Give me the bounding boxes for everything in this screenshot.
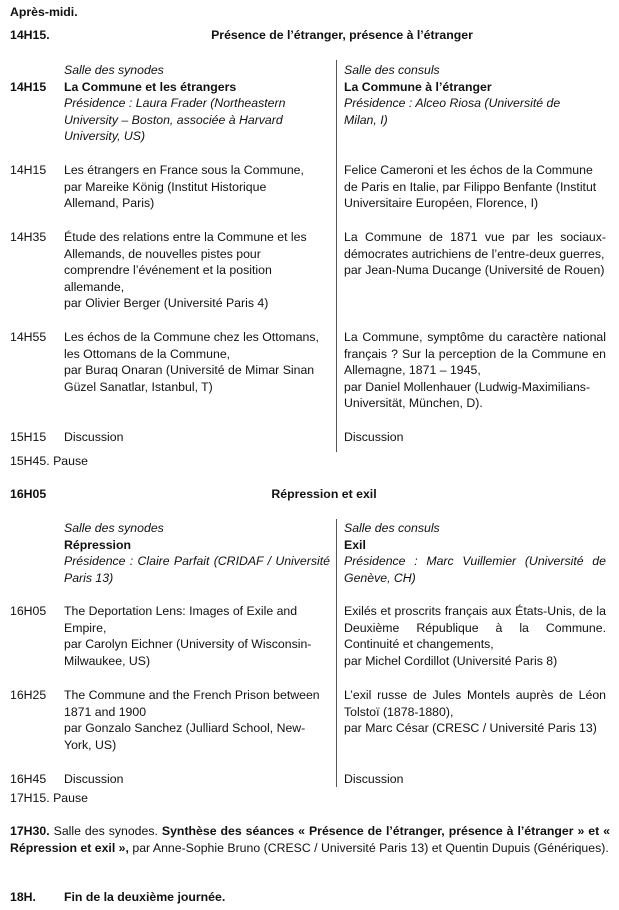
- session2-time: 16H05: [10, 487, 47, 501]
- talk-left-title: Les échos de la Commune chez les Ottomans, les Ottomans de la Commune,: [64, 330, 319, 361]
- talk-right-title: La Commune de 1871 vue par les sociaux-démocrates autrichiens de l’entre-deux guerres,: [344, 230, 606, 261]
- session2-left-chair: Présidence : Claire Parfait (CRIDAF / Université Paris 13): [64, 554, 330, 585]
- end-label: Fin de la deuxième journée.: [64, 890, 226, 904]
- talk-left-title: The Commune and the French Prison between 1871 and 1900: [64, 688, 320, 719]
- talk-left: [64, 229, 319, 312]
- talk-left-author: par Gonzalo Sanchez (Julliard School, New-York, US): [64, 721, 306, 752]
- synthesis-rest: par Anne-Sophie Bruno (CRESC / Université Paris 13) et Quentin Dupuis (Génériques).: [128, 840, 609, 855]
- talk-left: [64, 329, 326, 395]
- talk-left: [64, 603, 314, 669]
- talk-right: Felice Cameroni et les échos de la Commune de Paris en Italie, par Filippo Benfante (Institut Universitaire Européen, Florence, I): [344, 163, 597, 211]
- talk-left-title: Étude des relations entre la Commune et les Allemands, de nouvelles pistes pour comprendre l’événement et la position allemande,: [64, 230, 307, 294]
- talk-time: 16H05: [10, 604, 47, 618]
- talk-right-title: La Commune, symptôme du caractère national français ? Sur la perception de la Commune en Allemagne, 1871 – 1945,: [344, 330, 606, 378]
- talk-time: 14H55: [10, 330, 47, 344]
- session1-time: 14H15.: [10, 28, 50, 42]
- column-divider: [336, 60, 337, 452]
- talk-left-author: par Buraq Onaran (Université de Mimar Sinan Güzel Sanatlar, Istanbul, T): [64, 363, 315, 394]
- session1-right-title: La Commune à l’étranger: [344, 80, 492, 94]
- synthesis-time: 17H30.: [10, 824, 50, 838]
- talk-left: Les étrangers en France sous la Commune, par Mareike König (Institut Historique Allemand, Paris): [64, 163, 304, 211]
- session2-left-room: Salle des synodes: [64, 521, 164, 535]
- talk-right: [344, 687, 606, 737]
- discussion-time: 15H15: [10, 430, 47, 444]
- session2-right-room: Salle des consuls: [344, 521, 440, 535]
- talk-time: 14H15: [10, 163, 47, 177]
- session1-right-chair: Présidence : Alceo Riosa (Université de Milan, I): [344, 96, 561, 127]
- talk-right: [344, 229, 606, 279]
- session2-title: Répression et exil: [271, 487, 377, 501]
- talk-right: [344, 603, 606, 669]
- session1-left-title: La Commune et les étrangers: [64, 80, 237, 94]
- talk-left-author: par Olivier Berger (Université Paris 4): [64, 296, 269, 311]
- session1-left-room: Salle des synodes: [64, 63, 164, 77]
- end-time: 18H.: [10, 890, 36, 904]
- talk-right-author: par Michel Cordillot (Université Paris 8): [344, 653, 558, 668]
- pause: 15H45. Pause: [10, 454, 88, 468]
- talk-right-title: Exilés et proscrits français aux États-Unis, de la Deuxième République à la Commune. Continuité et changements,: [344, 604, 606, 652]
- session2-right-title: Exil: [344, 538, 366, 552]
- talk-left-title: The Deportation Lens: Images of Exile and Empire,: [64, 604, 298, 635]
- synthesis-title: Synthèse des séances « Présence de l’étranger, présence à l’étranger » et « Répression et exil »,: [10, 824, 610, 855]
- synthesis-paragraph: [10, 823, 610, 856]
- session2-right-chair: Présidence : Marc Vuillemier (Université de Genève, CH): [344, 554, 606, 585]
- column-divider: [336, 519, 337, 787]
- talk-right-author: par Daniel Mollenhauer (Ludwig-Maximilians-Universität, München, D).: [344, 379, 591, 411]
- discussion-left: Discussion: [64, 430, 124, 444]
- talk-time: 16H25: [10, 688, 47, 702]
- talk-time: 14H35: [10, 230, 47, 244]
- talk-right-author: par Jean-Numa Ducange (Université de Rouen): [344, 263, 605, 278]
- session1-left-time: 14H15: [10, 80, 47, 94]
- discussion-right: Discussion: [344, 430, 404, 444]
- discussion-right: Discussion: [344, 772, 404, 786]
- talk-right: [344, 329, 606, 412]
- talk-right-title: L’exil russe de Jules Montels auprès de Léon Tolstoï (1878-1880),: [344, 688, 606, 719]
- synthesis-room: Salle des synodes.: [49, 824, 162, 838]
- discussion-left: Discussion: [64, 772, 124, 786]
- section-heading: Après-midi.: [10, 5, 78, 19]
- discussion-time: 16H45: [10, 772, 47, 786]
- session2-left-title: Répression: [64, 538, 131, 552]
- session1-right-room: Salle des consuls: [344, 63, 440, 77]
- session1-title: Présence de l’étranger, présence à l’étranger: [211, 28, 473, 42]
- talk-right-author: par Marc César (CRESC / Université Paris 13): [344, 721, 597, 736]
- talk-left-author: par Carolyn Eichner (University of Wisconsin-Milwaukee, US): [64, 637, 312, 668]
- pause: 17H15. Pause: [10, 791, 88, 805]
- talk-left: [64, 687, 332, 753]
- session1-left-chair: Présidence : Laura Frader (Northeastern University – Boston, associée à Harvard University, US): [64, 96, 286, 144]
